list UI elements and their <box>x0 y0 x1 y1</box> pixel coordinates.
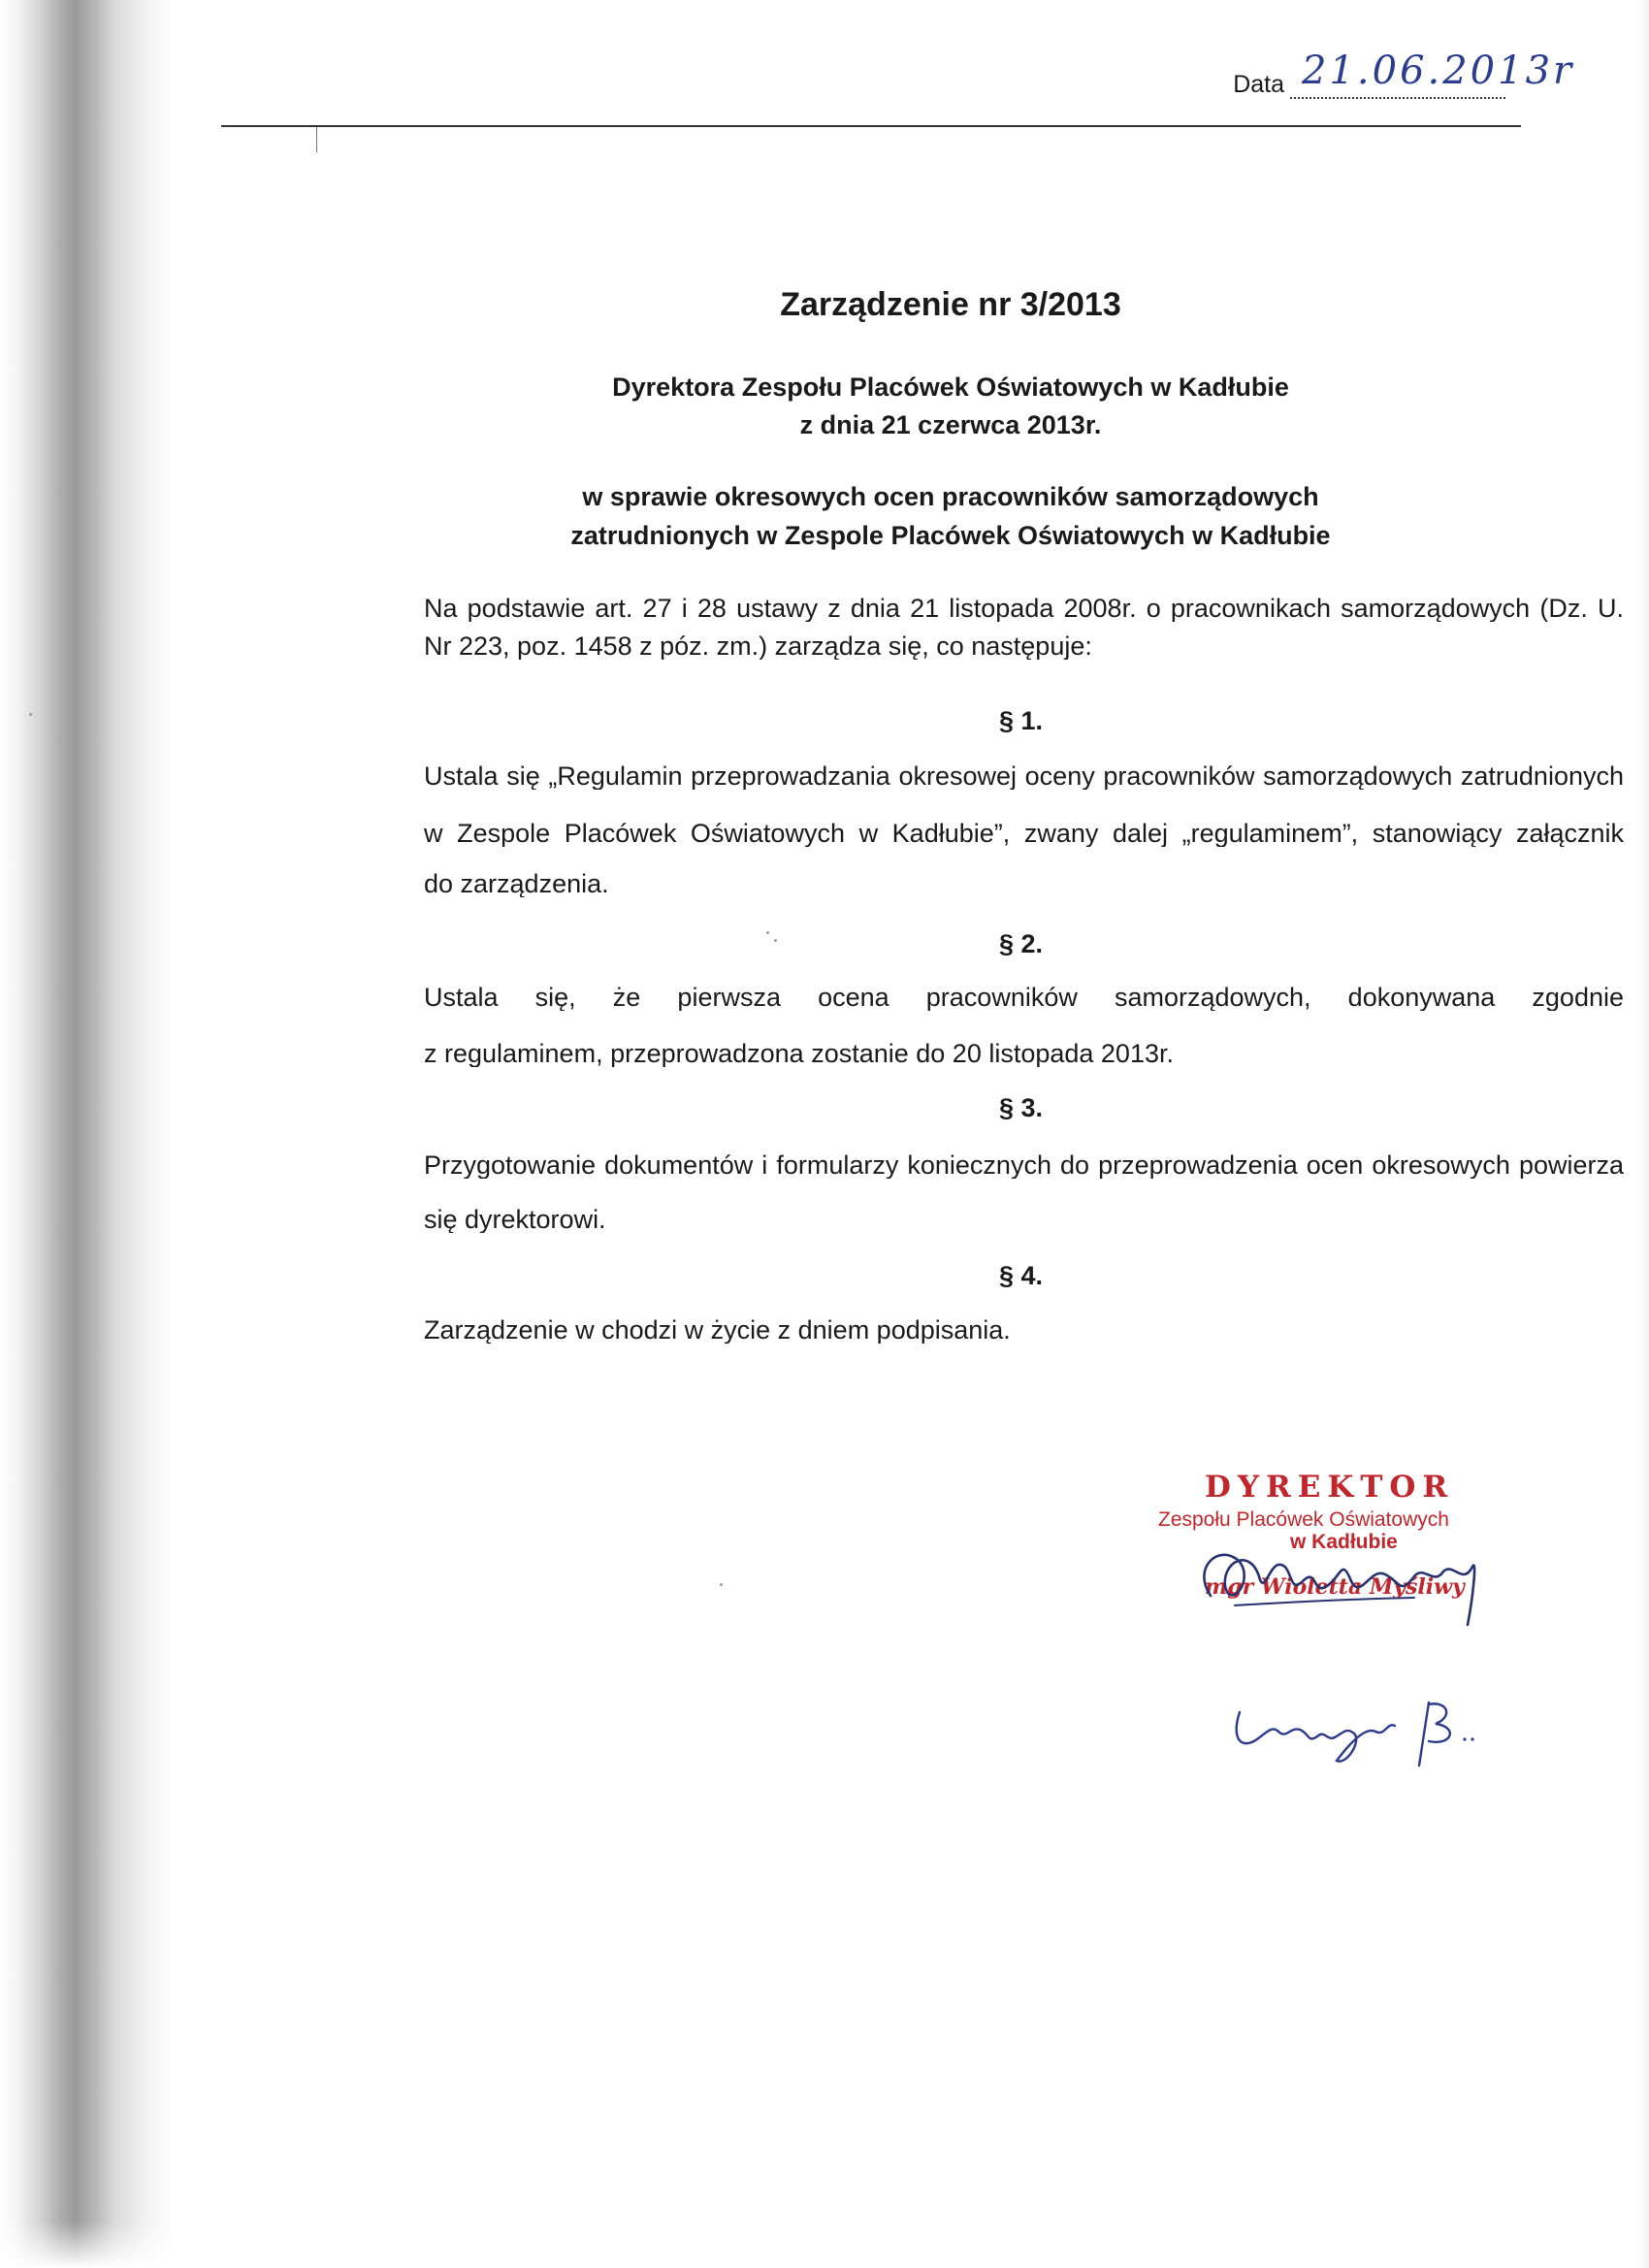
date-line-heading: z dnia 21 czerwca 2013r. <box>799 410 1102 439</box>
date-field <box>1233 41 1575 99</box>
stamp-name: mgr Wioletta Myśliwy <box>1205 1574 1465 1600</box>
subject-line-2: zatrudnionych w Zespole Placówek Oświatowych w Kadłubie <box>570 521 1331 550</box>
scan-shadow-fade <box>0 2221 173 2268</box>
handwritten-date: 21.06.2013r <box>1302 49 1575 93</box>
page-edge <box>1639 0 1649 2268</box>
scan-shadow <box>0 0 173 2268</box>
section-3-line-1: Przygotowanie dokumentów i formularzy koniecznych do przeprowadzenia ocen okresowych powierza <box>424 1151 1624 1179</box>
section-3-line-2: się dyrektorowi. <box>424 1206 606 1233</box>
section-2-number: § 2. <box>999 929 1044 958</box>
scan-speck <box>766 931 769 934</box>
section-4-number: § 4. <box>999 1261 1044 1290</box>
scan-speck <box>720 1583 723 1586</box>
acknowledgement-signature <box>1220 1683 1482 1770</box>
stamp-location: w Kadłubie <box>1290 1531 1398 1553</box>
section-2-line-2: z regulaminem, przeprowadzona zostanie do 20 listopada 2013r. <box>424 1040 1174 1067</box>
section-1-line-1: Ustala się „Regulamin przeprowadzania okresowej oceny pracowników samorządowych zatrudnionych <box>424 762 1624 790</box>
document-title: Zarządzenie nr 3/2013 <box>780 286 1121 323</box>
section-4-line-1: Zarządzenie w chodzi w życie z dniem podpisania. <box>424 1316 1011 1344</box>
rule-tick <box>316 127 317 152</box>
subject-line-1: w sprawie okresowych ocen pracowników samorządowych <box>582 482 1319 511</box>
section-3-number: § 3. <box>999 1093 1044 1122</box>
section-1-line-2: w Zespole Placówek Oświatowych w Kadłubie”, zwany dalej „regulaminem”, stanowiący załącznik <box>424 820 1624 847</box>
header-rule <box>221 125 1521 127</box>
preamble-line-1: Na podstawie art. 27 i 28 ustawy z dnia 21 listopada 2008r. o pracownikach samorządowych (Dz. U. <box>424 595 1624 622</box>
date-line <box>1290 49 1575 99</box>
date-label: Data <box>1233 71 1284 98</box>
section-1-number: § 1. <box>999 706 1044 735</box>
scan-speck <box>29 713 32 716</box>
stamp-title: DYREKTOR <box>1205 1470 1455 1505</box>
issuer-line: Dyrektora Zespołu Placówek Oświatowych w Kadłubie <box>612 373 1289 402</box>
stamp-institution: Zespołu Placówek Oświatowych <box>1158 1508 1449 1531</box>
preamble-line-2: Nr 223, poz. 1458 z póz. zm.) zarządza się, co następuje: <box>424 632 1092 660</box>
director-signature <box>1181 1528 1502 1635</box>
scan-speck <box>774 939 777 942</box>
section-1-line-3: do zarządzenia. <box>424 870 609 897</box>
section-2-line-1: Ustala się, że pierwsza ocena pracowników samorządowych, dokonywana zgodnie <box>424 984 1624 1011</box>
